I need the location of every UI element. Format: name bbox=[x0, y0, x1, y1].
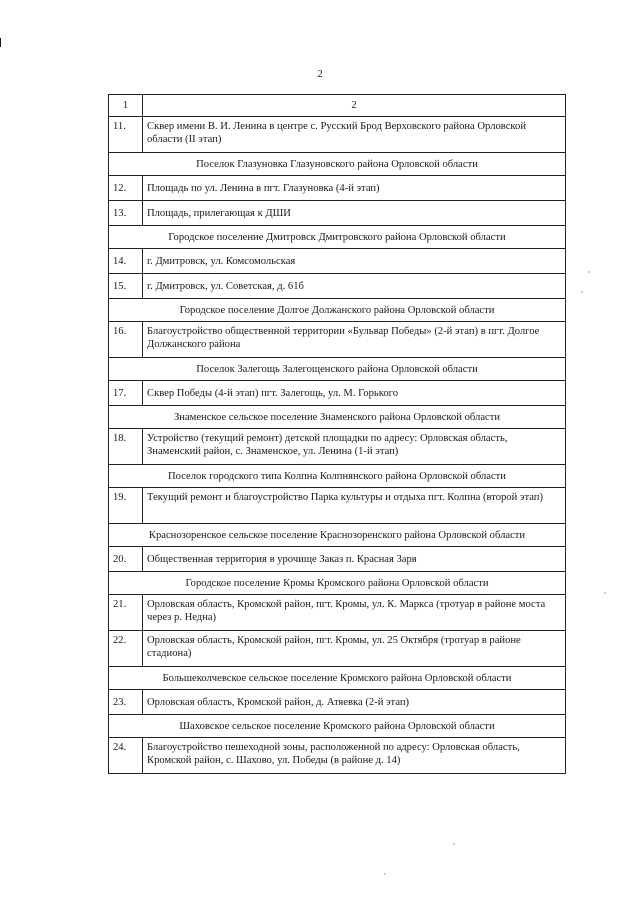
section-title: Городское поселение Дмитровск Дмитровского района Орловской области bbox=[109, 226, 566, 249]
section-title: Шаховское сельское поселение Кромского района Орловской области bbox=[109, 715, 566, 738]
table-row bbox=[109, 595, 566, 631]
section-title: Знаменское сельское поселение Знаменского района Орловской области bbox=[109, 406, 566, 429]
row-number: 12. bbox=[109, 176, 143, 201]
row-text: Орловская область, Кромской район, д. Атяевка (2-й этап) bbox=[143, 690, 566, 715]
section-title: Поселок городского типа Колпна Колпнянского района Орловской области bbox=[109, 465, 566, 488]
table-row bbox=[109, 381, 566, 406]
table-row bbox=[109, 738, 566, 774]
section-header-row bbox=[109, 465, 566, 488]
row-number: 19. bbox=[109, 488, 143, 524]
table-row bbox=[109, 631, 566, 667]
row-text: Площадь, прилегающая к ДШИ bbox=[143, 201, 566, 226]
objects-table bbox=[108, 94, 566, 774]
table-row bbox=[109, 176, 566, 201]
section-header-row bbox=[109, 153, 566, 176]
section-title: Поселок Глазуновка Глазуновского района Орловской области bbox=[109, 153, 566, 176]
table-header-row bbox=[109, 95, 566, 117]
row-number: 22. bbox=[109, 631, 143, 667]
section-header-row bbox=[109, 572, 566, 595]
table-row bbox=[109, 690, 566, 715]
row-text: Площадь по ул. Ленина в пгт. Глазуновка (4-й этап) bbox=[143, 176, 566, 201]
row-text: Орловская область, Кромской район, пгт. Кромы, ул. К. Маркса (тротуар в районе моста через р. Недна) bbox=[143, 595, 566, 631]
row-number: 16. bbox=[109, 322, 143, 358]
row-text: Общественная территория в урочище Заказ п. Красная Заря bbox=[143, 547, 566, 572]
row-number: 17. bbox=[109, 381, 143, 406]
scan-speck bbox=[384, 873, 386, 875]
table-row bbox=[109, 547, 566, 572]
scan-speck bbox=[581, 291, 583, 293]
row-text: г. Дмитровск, ул. Советская, д. 61б bbox=[143, 274, 566, 299]
row-number: 20. bbox=[109, 547, 143, 572]
scan-speck bbox=[453, 843, 455, 845]
table-row bbox=[109, 201, 566, 226]
section-title: Поселок Залегощь Залегощенского района Орловской области bbox=[109, 358, 566, 381]
table-row bbox=[109, 274, 566, 299]
section-title: Краснозоренское сельское поселение Краснозоренского района Орловской области bbox=[109, 524, 566, 547]
section-header-row bbox=[109, 667, 566, 690]
section-title: Городское поселение Кромы Кромского района Орловской области bbox=[109, 572, 566, 595]
header-cell-name-column: 2 bbox=[143, 95, 566, 117]
scan-speck bbox=[604, 592, 606, 594]
row-text: Сквер имени В. И. Ленина в центре с. Русский Брод Верховского района Орловской области (II этап) bbox=[143, 117, 566, 153]
row-text: г. Дмитровск, ул. Комсомольская bbox=[143, 249, 566, 274]
row-number: 18. bbox=[109, 429, 143, 465]
row-text: Устройство (текущий ремонт) детской площадки по адресу: Орловская область, Знаменский район, с. Знаменское, ул. Ленина (1-й этап) bbox=[143, 429, 566, 465]
table-row bbox=[109, 429, 566, 465]
row-text: Сквер Победы (4-й этап) пгт. Залегощь, ул. М. Горького bbox=[143, 381, 566, 406]
row-number: 14. bbox=[109, 249, 143, 274]
table-row bbox=[109, 488, 566, 524]
table-row bbox=[109, 322, 566, 358]
table-row bbox=[109, 249, 566, 274]
section-header-row bbox=[109, 226, 566, 249]
row-number: 21. bbox=[109, 595, 143, 631]
row-text: Орловская область, Кромской район, пгт. Кромы, ул. 25 Октября (тротуар в районе стадиона) bbox=[143, 631, 566, 667]
section-header-row bbox=[109, 358, 566, 381]
row-number: 11. bbox=[109, 117, 143, 153]
row-number: 23. bbox=[109, 690, 143, 715]
row-number: 13. bbox=[109, 201, 143, 226]
row-text: Благоустройство пешеходной зоны, расположенной по адресу: Орловская область, Кромской район, с. Шахово, ул. Победы (в районе д. 14) bbox=[143, 738, 566, 774]
section-header-row bbox=[109, 406, 566, 429]
row-number: 24. bbox=[109, 738, 143, 774]
section-header-row bbox=[109, 299, 566, 322]
section-title: Большеколчевское сельское поселение Кромского района Орловской области bbox=[109, 667, 566, 690]
table-row bbox=[109, 117, 566, 153]
row-text: Текущий ремонт и благоустройство Парка культуры и отдыха пгт. Колпна (второй этап) bbox=[143, 488, 566, 524]
row-text: Благоустройство общественной территории «Бульвар Победы» (2-й этап) в пгт. Долгое Должанского района bbox=[143, 322, 566, 358]
page-number: 2 bbox=[317, 68, 323, 80]
row-number: 15. bbox=[109, 274, 143, 299]
section-header-row bbox=[109, 715, 566, 738]
section-header-row bbox=[109, 524, 566, 547]
header-cell-number-column: 1 bbox=[109, 95, 143, 117]
section-title: Городское поселение Долгое Должанского района Орловской области bbox=[109, 299, 566, 322]
scan-speck bbox=[588, 271, 590, 273]
scan-edge-mark bbox=[0, 38, 1, 47]
